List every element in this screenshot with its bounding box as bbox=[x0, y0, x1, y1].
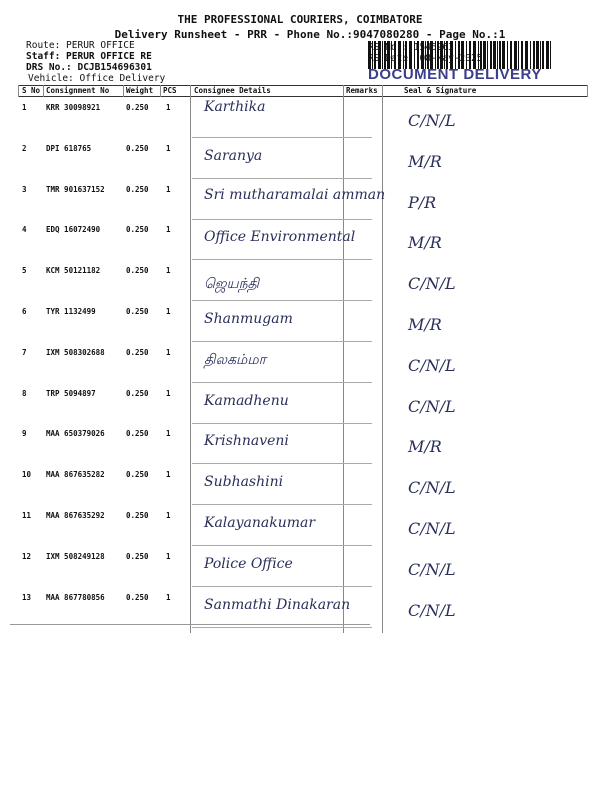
consignee-handwriting: Kamadhenu bbox=[204, 392, 289, 409]
barcode-bar bbox=[497, 41, 498, 69]
row-divider bbox=[192, 504, 372, 505]
consignment-cell: IXM 508302688 bbox=[46, 347, 105, 357]
row-divider bbox=[192, 259, 372, 260]
table-row bbox=[18, 221, 588, 261]
weight-cell: 0.250 bbox=[126, 184, 149, 194]
consignment-cell: MAA 867780856 bbox=[46, 592, 105, 602]
table-row bbox=[18, 140, 588, 180]
signature-handwriting: C/N/L bbox=[408, 559, 456, 579]
pcs-cell: 1 bbox=[166, 307, 171, 316]
row-divider bbox=[192, 463, 372, 464]
table-row bbox=[18, 99, 588, 139]
row-divider bbox=[192, 300, 372, 301]
col-divider bbox=[43, 85, 44, 97]
barcode-bar bbox=[514, 41, 517, 69]
signature-handwriting: C/N/L bbox=[408, 111, 456, 130]
table-row bbox=[18, 589, 588, 629]
signature-handwriting: C/N/L bbox=[408, 355, 456, 375]
col-header-consignment: Consignment No bbox=[46, 86, 110, 95]
consignment-cell: MAA 867635292 bbox=[46, 511, 105, 520]
rs-date: RS Date: 08-May-2025 bbox=[368, 53, 483, 64]
consignee-handwriting: Subhashini bbox=[204, 474, 284, 491]
barcode-bar bbox=[533, 41, 535, 69]
pcs-cell: 1 bbox=[166, 551, 171, 561]
consignment-cell: TRP 5094897 bbox=[46, 388, 96, 398]
row-divider bbox=[192, 382, 372, 383]
col-header-signature: Seal & Signature bbox=[404, 86, 477, 95]
col-header-remarks: Remarks bbox=[346, 86, 378, 95]
sno-cell: 6 bbox=[22, 307, 27, 316]
col-divider bbox=[18, 85, 19, 97]
row-divider bbox=[192, 341, 372, 342]
table-row bbox=[18, 385, 588, 425]
barcode-bar bbox=[493, 41, 496, 69]
pcs-cell: 1 bbox=[166, 143, 171, 153]
consignee-handwriting: Karthika bbox=[204, 99, 266, 115]
sno-cell: 12 bbox=[22, 551, 32, 561]
weight-cell: 0.250 bbox=[126, 307, 149, 316]
pcs-cell: 1 bbox=[166, 511, 171, 520]
consignment-cell: KRR 30098921 bbox=[46, 103, 101, 112]
consignment-cell: IXM 508249128 bbox=[46, 551, 105, 561]
signature-handwriting: C/N/L bbox=[408, 478, 456, 498]
row-divider bbox=[192, 627, 372, 628]
weight-cell: 0.250 bbox=[126, 143, 149, 153]
signature-handwriting: C/N/L bbox=[408, 274, 456, 294]
consignee-handwriting: Office Environmental bbox=[204, 229, 356, 246]
company-name: THE PROFESSIONAL COURIERS, COIMBATORE bbox=[177, 13, 423, 26]
col-divider bbox=[123, 85, 124, 97]
signature-handwriting: C/N/L bbox=[408, 396, 456, 416]
consignee-handwriting: Saranya bbox=[204, 147, 263, 164]
consignment-cell: EDQ 16072490 bbox=[46, 225, 101, 235]
barcode-bar bbox=[525, 41, 528, 69]
barcode-bar bbox=[546, 41, 549, 69]
sno-cell: 10 bbox=[22, 470, 32, 480]
signature-handwriting: M/R bbox=[408, 315, 442, 334]
sno-cell: 1 bbox=[22, 103, 27, 112]
pcs-cell: 1 bbox=[166, 388, 171, 398]
row-divider bbox=[192, 586, 372, 587]
consignee-handwriting: Kalayanakumar bbox=[204, 515, 316, 531]
barcode-bar bbox=[483, 41, 486, 69]
sno-cell: 9 bbox=[22, 429, 27, 439]
signature-handwriting: C/N/L bbox=[408, 519, 456, 538]
weight-cell: 0.250 bbox=[126, 388, 149, 398]
rs-number: RS No.: 1546963 bbox=[368, 42, 454, 53]
barcode-bar bbox=[518, 41, 519, 69]
barcode-bar bbox=[502, 41, 505, 69]
header-bottom-line bbox=[18, 96, 588, 97]
sno-cell: 3 bbox=[22, 184, 27, 194]
barcode-bar bbox=[487, 41, 488, 69]
col-header-weight: Weight bbox=[126, 86, 154, 95]
table-row bbox=[18, 344, 588, 384]
weight-cell: 0.250 bbox=[126, 266, 149, 276]
vehicle-label: Vehicle: Office Delivery bbox=[28, 73, 166, 84]
sno-cell: 4 bbox=[22, 225, 27, 235]
col-header-sno: S No bbox=[22, 86, 41, 95]
table-row bbox=[18, 181, 588, 221]
consignment-cell: MAA 650379026 bbox=[46, 429, 105, 439]
consignment-cell: TYR 1132499 bbox=[46, 307, 96, 316]
sno-cell: 11 bbox=[22, 511, 32, 520]
table-row bbox=[18, 262, 588, 302]
barcode-bar bbox=[536, 41, 539, 69]
barcode-bar bbox=[507, 41, 508, 69]
consignment-cell: MAA 867635282 bbox=[46, 470, 105, 480]
sno-cell: 13 bbox=[22, 592, 32, 602]
barcode-bar bbox=[550, 41, 551, 69]
consignee-handwriting: Sri mutharamalai amman bbox=[204, 186, 386, 203]
pcs-cell: 1 bbox=[166, 429, 171, 439]
barcode-bar bbox=[530, 41, 531, 69]
consignee-handwriting: Krishnaveni bbox=[204, 433, 289, 450]
drs-number: DRS No.: DCJB154696301 bbox=[26, 62, 152, 73]
consignee-handwriting: ஜெயந்தி bbox=[204, 276, 260, 293]
row-divider bbox=[192, 137, 372, 138]
pcs-cell: 1 bbox=[166, 470, 171, 480]
row-divider bbox=[192, 423, 372, 424]
signature-handwriting: M/R bbox=[408, 437, 442, 457]
barcode-bar bbox=[540, 41, 541, 69]
col-divider bbox=[160, 85, 161, 97]
weight-cell: 0.250 bbox=[126, 347, 149, 357]
table-bottom-line bbox=[10, 624, 370, 625]
table-row bbox=[18, 425, 588, 465]
barcode-bar bbox=[521, 41, 523, 69]
weight-cell: 0.250 bbox=[126, 429, 149, 439]
pcs-cell: 1 bbox=[166, 347, 171, 357]
pcs-cell: 1 bbox=[166, 266, 171, 276]
weight-cell: 0.250 bbox=[126, 103, 149, 112]
sno-cell: 5 bbox=[22, 266, 27, 276]
col-header-pcs: PCS bbox=[163, 86, 177, 95]
runsheet-title: Delivery Runsheet - PRR - Phone No.:9047080280 - Page No.:1 bbox=[114, 28, 506, 41]
consignment-cell: TMR 901637152 bbox=[46, 184, 105, 194]
weight-cell: 0.250 bbox=[126, 511, 149, 520]
table-row bbox=[18, 303, 588, 343]
barcode-bar bbox=[499, 41, 501, 69]
col-divider bbox=[587, 85, 588, 97]
row-divider bbox=[192, 545, 372, 546]
consignee-handwriting: திலகம்மா bbox=[204, 351, 266, 368]
consignment-cell: KCM 50121182 bbox=[46, 266, 101, 276]
signature-handwriting: P/R bbox=[408, 192, 437, 212]
row-divider bbox=[192, 219, 372, 220]
route-label: Route: PERUR OFFICE bbox=[26, 40, 135, 51]
consignee-handwriting: Sanmathi Dinakaran bbox=[204, 596, 351, 613]
col-header-consignee: Consignee Details bbox=[194, 86, 271, 95]
weight-cell: 0.250 bbox=[126, 592, 149, 602]
signature-handwriting: M/R bbox=[408, 151, 442, 171]
weight-cell: 0.250 bbox=[126, 470, 149, 480]
weight-cell: 0.250 bbox=[126, 225, 149, 235]
weight-cell: 0.250 bbox=[126, 551, 149, 561]
signature-handwriting: M/R bbox=[408, 233, 442, 253]
consignee-handwriting: Shanmugam bbox=[204, 311, 293, 327]
pcs-cell: 1 bbox=[166, 592, 171, 602]
consignment-cell: DPI 618765 bbox=[46, 143, 92, 153]
signature-handwriting: C/N/L bbox=[408, 600, 456, 620]
table-row bbox=[18, 548, 588, 588]
pcs-cell: 1 bbox=[166, 103, 171, 112]
table-row bbox=[18, 507, 588, 547]
sno-cell: 2 bbox=[22, 143, 27, 153]
sno-cell: 7 bbox=[22, 347, 27, 357]
row-divider bbox=[192, 178, 372, 179]
pcs-cell: 1 bbox=[166, 184, 171, 194]
staff-label: Staff: PERUR OFFICE RE bbox=[26, 51, 152, 62]
sno-cell: 8 bbox=[22, 388, 27, 398]
barcode-bar bbox=[490, 41, 492, 69]
barcode-bar bbox=[542, 41, 544, 69]
pcs-cell: 1 bbox=[166, 225, 171, 235]
document-delivery-stamp: DOCUMENT DELIVERY bbox=[368, 66, 542, 83]
barcode-bar bbox=[510, 41, 512, 69]
table-row bbox=[18, 466, 588, 506]
consignee-handwriting: Police Office bbox=[204, 555, 293, 572]
